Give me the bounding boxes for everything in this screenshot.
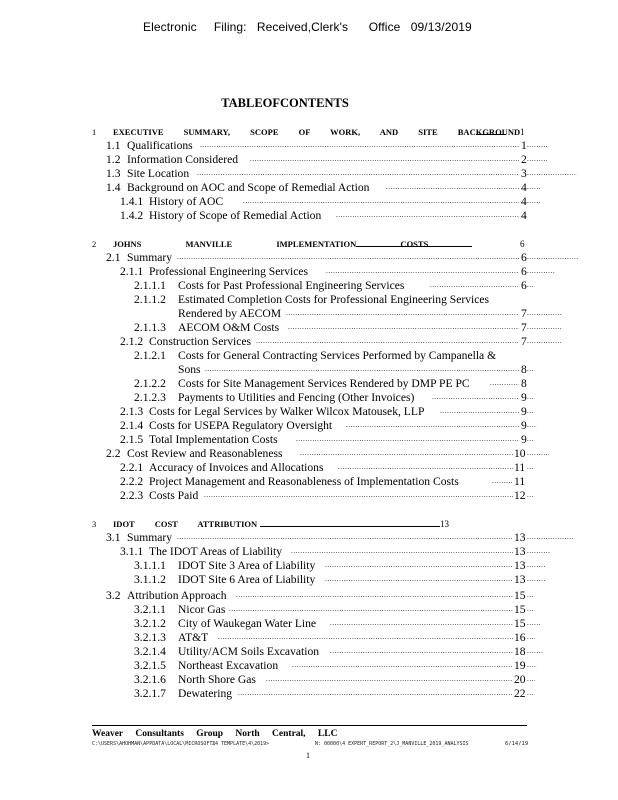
toc-page: 7 bbox=[521, 335, 527, 348]
toc-text: Dewatering bbox=[178, 687, 233, 700]
toc-entry[interactable] bbox=[0, 405, 618, 419]
toc-leader bbox=[386, 183, 519, 192]
toc-page: 13 bbox=[514, 531, 526, 544]
toc-leader bbox=[288, 323, 519, 332]
toc-text: History of Scope of Remedial Action bbox=[149, 209, 322, 222]
toc-page: 1 bbox=[521, 139, 527, 152]
toc-num: 1 bbox=[92, 127, 97, 137]
toc-entry[interactable] bbox=[0, 631, 618, 645]
toc-num: 3.2.1.3 bbox=[134, 631, 166, 644]
toc-page: 11 bbox=[514, 475, 526, 488]
toc-entry[interactable] bbox=[0, 139, 618, 153]
toc-entry[interactable] bbox=[0, 419, 618, 433]
toc-text: Costs Paid bbox=[149, 489, 199, 502]
toc-page: 7 bbox=[521, 321, 527, 334]
toc-text: Total Implementation Costs bbox=[149, 433, 278, 446]
toc-text: Utility/ACM Soils Excavation bbox=[178, 645, 320, 658]
toc-page: 11 bbox=[514, 461, 526, 474]
toc-entry[interactable] bbox=[0, 559, 618, 573]
toc-leader bbox=[440, 407, 519, 416]
toc-page: 13 bbox=[514, 559, 526, 572]
toc-page: 7 bbox=[521, 307, 527, 320]
toc-text: Professional Engineering Services bbox=[149, 265, 309, 278]
toc-text: AECOM O&M Costs bbox=[178, 321, 280, 334]
toc-text: History of AOC bbox=[149, 195, 224, 208]
toc-section-1[interactable] bbox=[0, 125, 618, 139]
toc-text: Costs for Site Management Services Rendered by DMP PE PC bbox=[178, 377, 470, 390]
toc-text: IDOT COST ATTRIBUTION bbox=[113, 519, 258, 529]
toc-num: 1.4.1 bbox=[120, 195, 144, 208]
toc-leader bbox=[197, 169, 519, 178]
toc-num: 3.2.1.6 bbox=[134, 673, 166, 686]
page-number: 1 bbox=[306, 751, 310, 760]
toc-num: 1.3 bbox=[106, 167, 121, 180]
toc-page: 2 bbox=[521, 153, 527, 166]
toc-num: 2.1.3 bbox=[120, 405, 144, 418]
toc-page: 1 bbox=[520, 127, 525, 137]
toc-text: Summary bbox=[127, 251, 173, 264]
toc-leader bbox=[338, 463, 513, 472]
toc-entry[interactable] bbox=[0, 433, 618, 447]
toc-text-cont: Rendered by AECOM bbox=[178, 307, 282, 320]
toc-entry[interactable] bbox=[0, 531, 618, 545]
toc-text: IDOT Site 6 Area of Liability bbox=[178, 573, 316, 586]
toc-text: Background on AOC and Scope of Remedial Action bbox=[127, 181, 370, 194]
toc-leader bbox=[177, 253, 519, 262]
toc-entry[interactable] bbox=[0, 475, 618, 489]
toc-page: 9 bbox=[521, 433, 527, 446]
toc-leader bbox=[476, 134, 506, 135]
toc-num: 3.2.1.4 bbox=[134, 645, 166, 658]
toc-entry[interactable] bbox=[0, 447, 618, 461]
toc-text: Costs for Legal Services by Walker Wilcox Matousek, LLP bbox=[149, 405, 425, 418]
toc-leader bbox=[229, 605, 513, 614]
toc-entry[interactable] bbox=[0, 335, 618, 349]
toc-num: 2.1.2.1 bbox=[134, 349, 166, 362]
toc-num: 3.1.1.1 bbox=[134, 559, 166, 572]
toc-leader bbox=[326, 267, 519, 276]
toc-leader bbox=[325, 575, 513, 584]
toc-page: 16 bbox=[514, 631, 526, 644]
toc-leader bbox=[286, 309, 519, 318]
toc-leader bbox=[256, 337, 519, 346]
toc-entry[interactable] bbox=[0, 645, 618, 659]
toc-page: 13 bbox=[514, 573, 526, 586]
footer-company: Weaver Consultants Group North Central, LLC bbox=[92, 729, 338, 739]
toc-section-2[interactable] bbox=[0, 237, 618, 251]
toc-text: Construction Services bbox=[149, 335, 252, 348]
toc-text: EXECUTIVE SUMMARY, SCOPE OF WORK, AND SITE BACKGROUND bbox=[113, 127, 521, 137]
toc-entry[interactable] bbox=[0, 673, 618, 687]
toc-leader bbox=[492, 477, 513, 486]
toc-text: AT&T bbox=[178, 631, 209, 644]
toc-num: 3.2.1.5 bbox=[134, 659, 166, 672]
toc-num: 2.1.1.3 bbox=[134, 321, 166, 334]
filing-header: Electronic Filing: Received,Clerk's Office 09/13/2019 bbox=[143, 20, 472, 34]
toc-title: TABLEOFCONTENTS bbox=[221, 96, 349, 110]
toc-leader bbox=[430, 281, 519, 290]
toc-leader bbox=[300, 449, 513, 458]
toc-text: Northeast Excavation bbox=[178, 659, 279, 672]
toc-page: 6 bbox=[521, 265, 527, 278]
toc-leader bbox=[260, 526, 440, 527]
toc-num: 2.2.2 bbox=[120, 475, 144, 488]
toc-text: The IDOT Areas of Liability bbox=[149, 545, 283, 558]
toc-num: 1.4 bbox=[106, 181, 121, 194]
toc-num: 2.2.3 bbox=[120, 489, 144, 502]
toc-page: 6 bbox=[521, 279, 527, 292]
toc-text-cont: Sons bbox=[178, 363, 201, 376]
toc-leader bbox=[236, 591, 513, 600]
toc-entry[interactable] bbox=[0, 293, 618, 307]
toc-page: 8 bbox=[521, 377, 527, 390]
toc-leader bbox=[490, 379, 519, 388]
toc-leader bbox=[177, 533, 513, 542]
toc-leader bbox=[238, 689, 513, 698]
toc-page: 10 bbox=[514, 447, 526, 460]
toc-text: Costs for Past Professional Engineering Services bbox=[178, 279, 405, 292]
toc-page: 4 bbox=[521, 209, 527, 222]
toc-entry[interactable] bbox=[0, 687, 618, 701]
toc-entry[interactable] bbox=[0, 153, 618, 167]
toc-text: Summary bbox=[127, 531, 173, 544]
toc-page: 13 bbox=[440, 519, 449, 529]
toc-leader bbox=[346, 421, 519, 430]
toc-num: 3.2.1.7 bbox=[134, 687, 166, 700]
footer-path-left: C:\USERS\AHOHMAN\APPDATA\LOCAL\MICROSOFT\ bbox=[92, 741, 216, 747]
toc-text: Qualifications bbox=[127, 139, 193, 152]
toc-num: 2.2.1 bbox=[120, 461, 144, 474]
toc-entry[interactable] bbox=[0, 209, 618, 223]
toc-entry[interactable] bbox=[0, 573, 618, 587]
toc-entry[interactable] bbox=[0, 391, 618, 405]
toc-num: 3.2.1.2 bbox=[134, 617, 166, 630]
toc-entry-cont[interactable] bbox=[0, 363, 618, 377]
toc-page: 9 bbox=[521, 391, 527, 404]
toc-page: 4 bbox=[521, 195, 527, 208]
toc-num: 2.1.1.1 bbox=[134, 279, 166, 292]
toc-entry[interactable] bbox=[0, 377, 618, 391]
toc-num: 2.1.1 bbox=[120, 265, 144, 278]
toc-leader bbox=[200, 141, 519, 150]
toc-num: 2.1.2.2 bbox=[134, 377, 166, 390]
toc-num: 2.1.2 bbox=[120, 335, 144, 348]
toc-leader bbox=[250, 155, 519, 164]
toc-entry[interactable] bbox=[0, 265, 618, 279]
toc-text: Nicor Gas bbox=[178, 603, 226, 616]
toc-num: 3.1.1 bbox=[120, 545, 144, 558]
toc-num: 2.1 bbox=[106, 251, 121, 264]
toc-num: 3 bbox=[92, 519, 97, 529]
toc-page: 13 bbox=[514, 545, 526, 558]
toc-page: 12 bbox=[514, 489, 526, 502]
toc-leader bbox=[292, 661, 513, 670]
toc-text: Cost Review and Reasonableness bbox=[127, 447, 283, 460]
toc-leader bbox=[330, 619, 513, 628]
toc-leader bbox=[205, 365, 519, 374]
toc-entry[interactable] bbox=[0, 181, 618, 195]
toc-page: 8 bbox=[521, 363, 527, 376]
toc-text: North Shore Gas bbox=[178, 673, 256, 686]
toc-leader bbox=[336, 211, 519, 220]
toc-num: 2.1.5 bbox=[120, 433, 144, 446]
footer-path-mid: 24 TEMPLATE\4\2019> bbox=[212, 741, 270, 747]
toc-text: Costs for USEPA Regulatory Oversight bbox=[149, 419, 333, 432]
toc-num: 2.2 bbox=[106, 447, 121, 460]
toc-num: 1.2 bbox=[106, 153, 121, 166]
toc-text: Attribution Approach bbox=[127, 589, 227, 602]
toc-text: Site Location bbox=[127, 167, 190, 180]
toc-entry[interactable] bbox=[0, 589, 618, 603]
toc-leader bbox=[291, 547, 513, 556]
toc-num: 3.2.1.1 bbox=[134, 603, 166, 616]
toc-entry[interactable] bbox=[0, 167, 618, 181]
toc-num: 3.1.1.2 bbox=[134, 573, 166, 586]
toc-leader bbox=[432, 393, 519, 402]
toc-text: Information Considered bbox=[127, 153, 239, 166]
toc-page: 19 bbox=[514, 659, 526, 672]
footer-path-right: N: 00000\4 EXPERT_REPORT_2\J_MANVILLE_2019_ANALYSIS bbox=[315, 741, 469, 747]
toc-text: Project Management and Reasonableness of Implementation Costs bbox=[149, 475, 459, 488]
toc-page: 20 bbox=[514, 673, 526, 686]
toc-num: 1.1 bbox=[106, 139, 121, 152]
toc-text: Costs for General Contracting Services Performed by Campanella & bbox=[178, 349, 497, 362]
toc-page: 18 bbox=[514, 645, 526, 658]
toc-text: Payments to Utilities and Fencing (Other Invoices) bbox=[178, 391, 415, 404]
toc-entry[interactable] bbox=[0, 489, 618, 503]
toc-text: Accuracy of Invoices and Allocations bbox=[149, 461, 324, 474]
toc-page: 15 bbox=[514, 603, 526, 616]
toc-page: 22 bbox=[514, 687, 526, 700]
toc-leader bbox=[218, 633, 513, 642]
toc-entry[interactable] bbox=[0, 349, 618, 363]
toc-leader bbox=[296, 435, 519, 444]
footer-rule bbox=[92, 725, 527, 726]
toc-leader bbox=[325, 561, 513, 570]
toc-section-3[interactable] bbox=[0, 517, 618, 531]
toc-entry[interactable] bbox=[0, 321, 618, 335]
toc-entry[interactable] bbox=[0, 617, 618, 631]
toc-entry[interactable] bbox=[0, 461, 618, 475]
toc-num: 2.1.2.3 bbox=[134, 391, 166, 404]
toc-num: 2.1.4 bbox=[120, 419, 144, 432]
toc-entry[interactable] bbox=[0, 545, 618, 559]
toc-entry[interactable] bbox=[0, 195, 618, 209]
toc-leader bbox=[330, 647, 513, 656]
toc-entry[interactable] bbox=[0, 603, 618, 617]
toc-num: 3.2 bbox=[106, 589, 121, 602]
toc-entry[interactable] bbox=[0, 279, 618, 293]
toc-leader bbox=[243, 197, 519, 206]
toc-entry[interactable] bbox=[0, 251, 618, 265]
toc-entry-cont[interactable] bbox=[0, 307, 618, 321]
toc-text: JOHNS MANVILLE IMPLEMENTATION COSTS bbox=[113, 239, 429, 249]
toc-leader bbox=[356, 246, 472, 247]
toc-page: 6 bbox=[520, 239, 525, 249]
toc-num: 2.1.1.2 bbox=[134, 293, 166, 306]
toc-num: 2 bbox=[92, 239, 97, 249]
toc-entry[interactable] bbox=[0, 659, 618, 673]
toc-text: City of Waukegan Water Line bbox=[178, 617, 317, 630]
toc-num: 3.1 bbox=[106, 531, 121, 544]
toc-page: 3 bbox=[521, 167, 527, 180]
toc-text: Estimated Completion Costs for Professional Engineering Services bbox=[178, 293, 490, 306]
toc-leader bbox=[204, 491, 513, 500]
toc-num: 1.4.2 bbox=[120, 209, 144, 222]
toc-page: 6 bbox=[521, 251, 527, 264]
toc-page: 9 bbox=[521, 419, 527, 432]
toc-leader bbox=[266, 675, 513, 684]
toc-page: 4 bbox=[521, 181, 527, 194]
toc-page: 15 bbox=[514, 617, 526, 630]
toc-page: 9 bbox=[521, 405, 527, 418]
toc-page: 15 bbox=[514, 589, 526, 602]
footer-date: 6/14/19 bbox=[505, 741, 529, 747]
toc-text: IDOT Site 3 Area of Liability bbox=[178, 559, 316, 572]
